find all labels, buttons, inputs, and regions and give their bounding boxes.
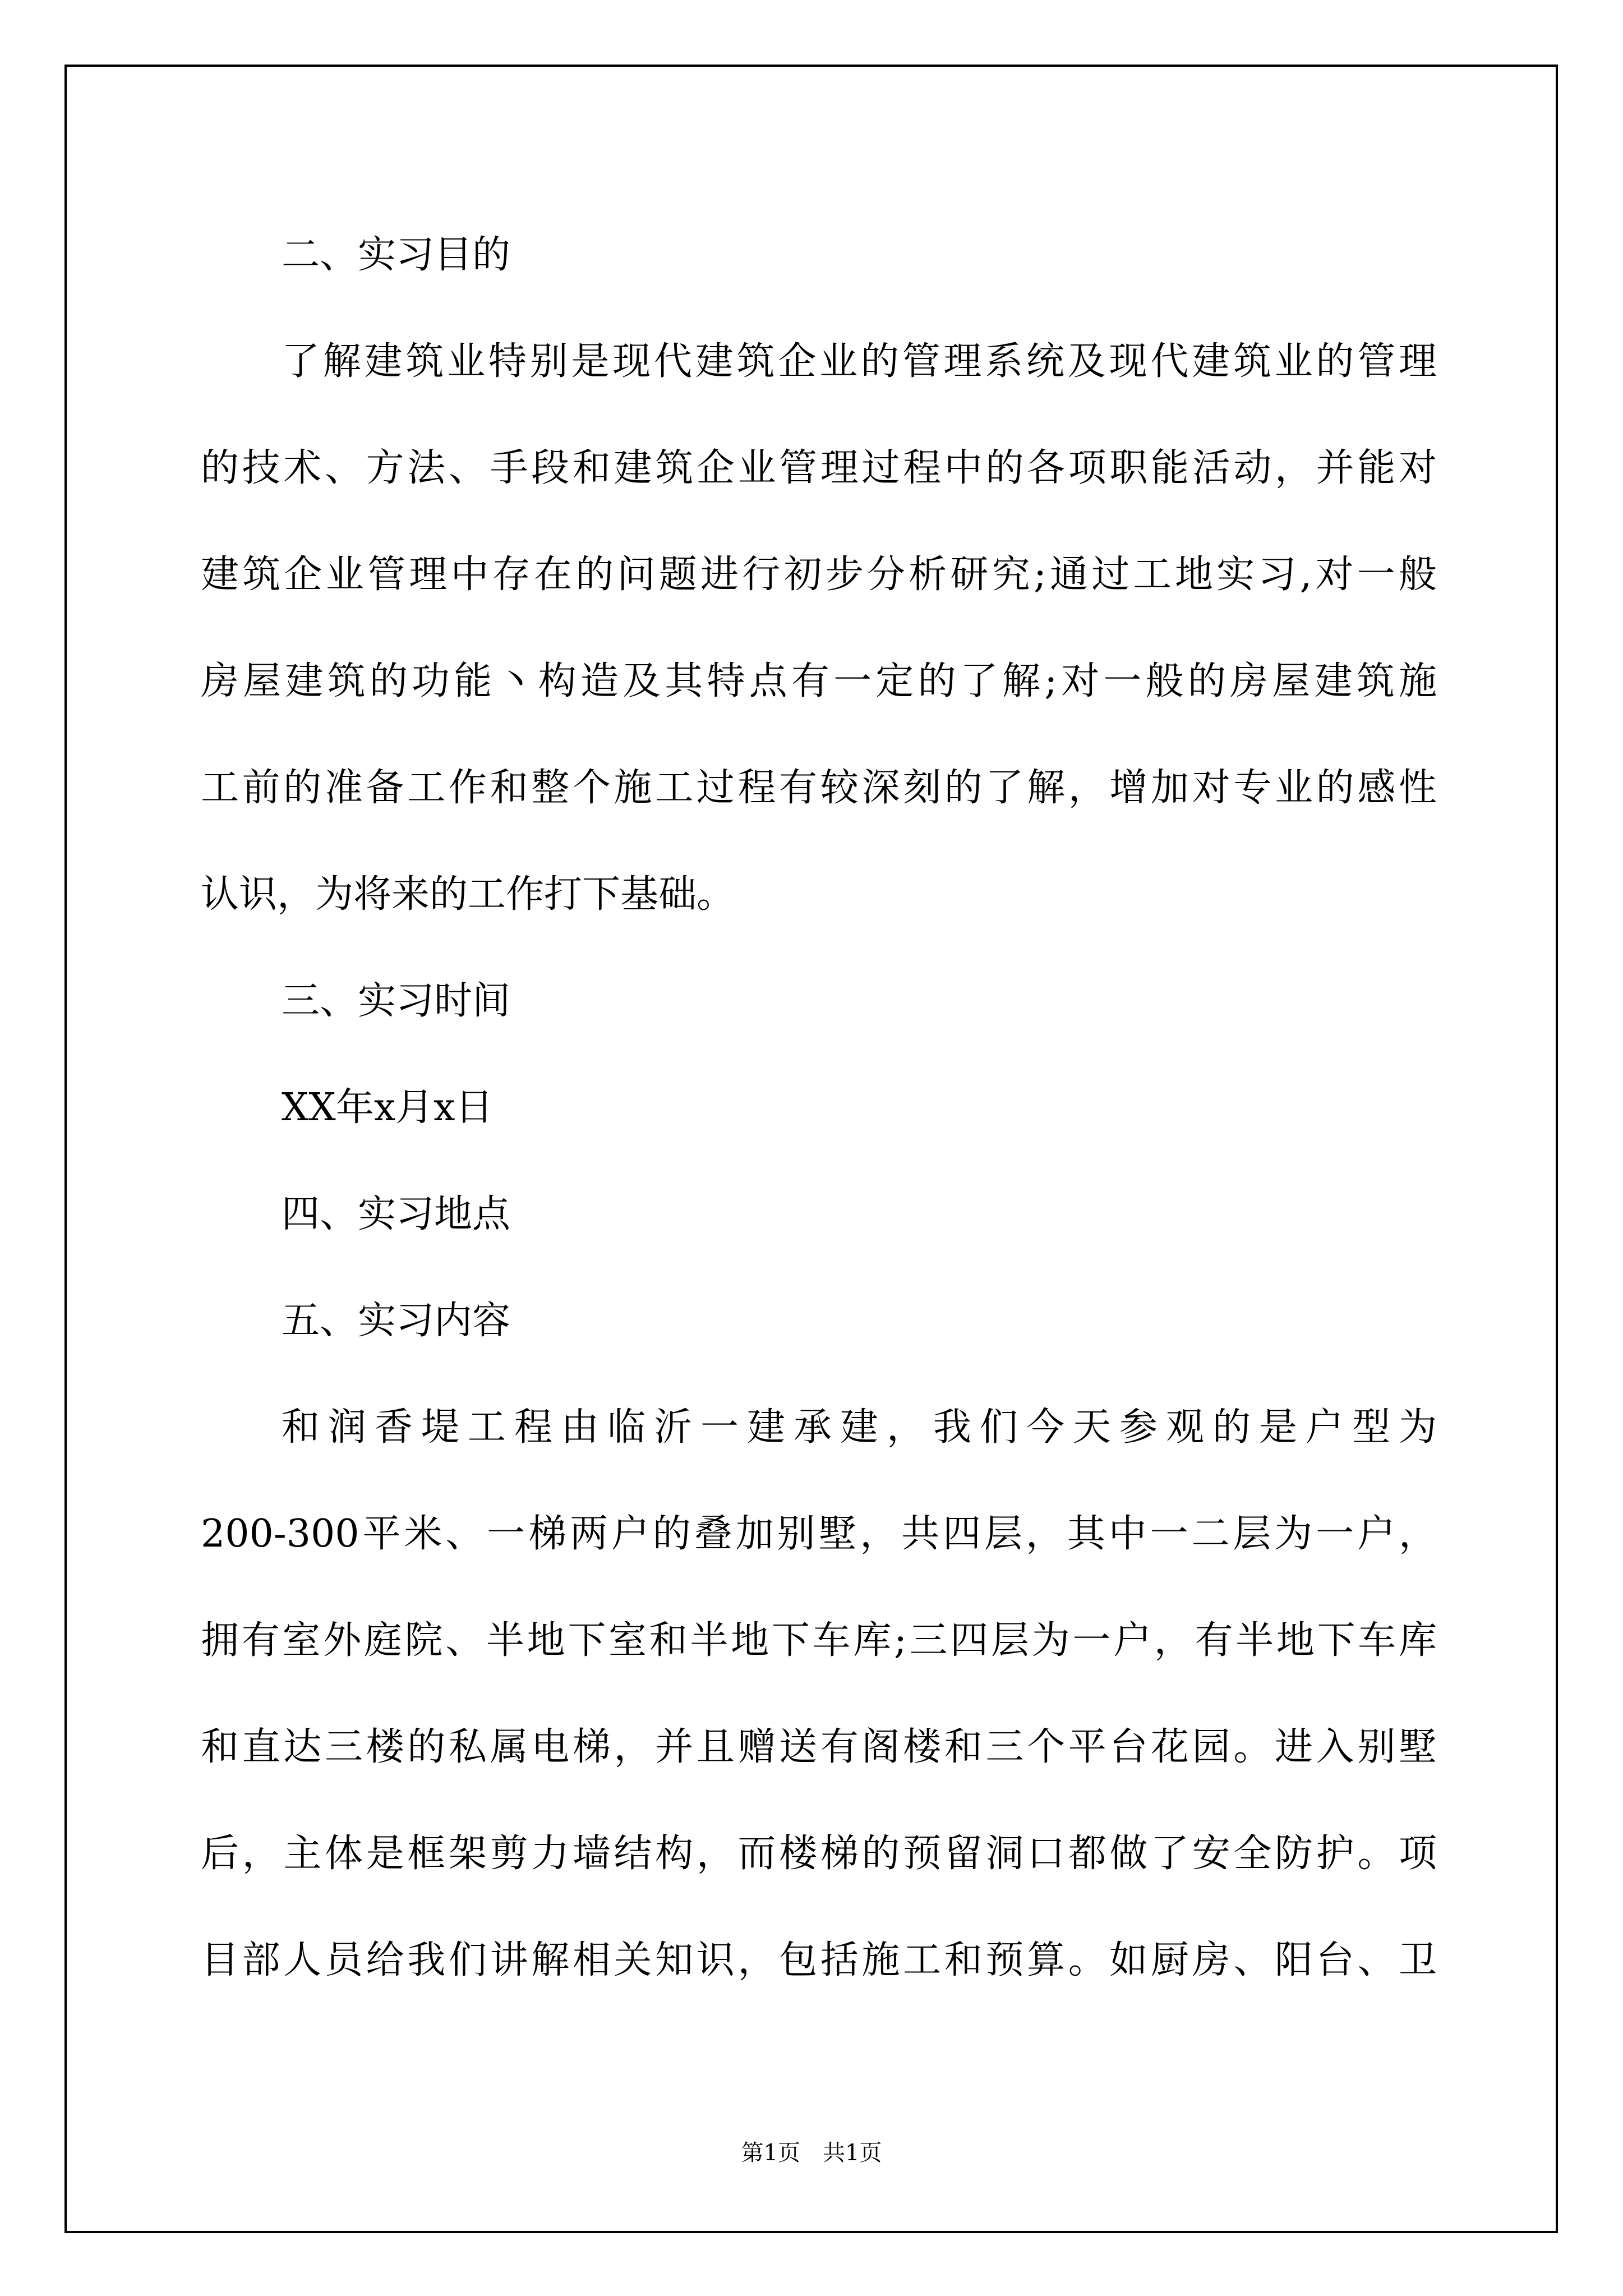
paragraph-line: 房屋建筑的功能丶构造及其特点有一定的了解;对一般的房屋建筑施 bbox=[201, 659, 1437, 703]
page-footer: 第1页 共1页 bbox=[741, 2140, 882, 2166]
paragraph-line: 认识，为将来的工作打下基础。 bbox=[201, 872, 735, 917]
internship-date: XX年x月x日 bbox=[282, 1085, 494, 1130]
paragraph-line: 200-300平米、一梯两户的叠加别墅，共四层，其中一二层为一户， bbox=[201, 1512, 1437, 1556]
heading-internship-time: 三、实习时间 bbox=[282, 979, 511, 1023]
paragraph-line: 和润香堤工程由临沂一建承建，我们今天参观的是户型为 bbox=[282, 1405, 1437, 1450]
paragraph-line: 和直达三楼的私属电梯，并且赠送有阁楼和三个平台花园。进入别墅 bbox=[201, 1725, 1437, 1769]
heading-internship-content: 五、实习内容 bbox=[282, 1299, 511, 1343]
paragraph-line: 的技术、方法、手段和建筑企业管理过程中的各项职能活动，并能对 bbox=[201, 446, 1437, 490]
paragraph-line: 后，主体是框架剪力墙结构，而楼梯的预留洞口都做了安全防护。项 bbox=[201, 1832, 1437, 1876]
paragraph-line: 了解建筑业特别是现代建筑企业的管理系统及现代建筑业的管理 bbox=[282, 339, 1437, 384]
paragraph-line: 工前的准备工作和整个施工过程有较深刻的了解，增加对专业的感性 bbox=[201, 766, 1437, 810]
heading-internship-purpose: 二、实习目的 bbox=[282, 233, 511, 277]
paragraph-line: 建筑企业管理中存在的问题进行初步分析研究;通过工地实习,对一般 bbox=[201, 553, 1437, 597]
heading-internship-location: 四、实习地点 bbox=[282, 1192, 511, 1236]
document-body bbox=[201, 213, 1437, 2025]
paragraph-line: 目部人员给我们讲解相关知识，包括施工和预算。如厨房、阳台、卫 bbox=[201, 1938, 1437, 1982]
paragraph-line: 拥有室外庭院、半地下室和半地下车库;三四层为一户，有半地下车库 bbox=[201, 1618, 1437, 1663]
